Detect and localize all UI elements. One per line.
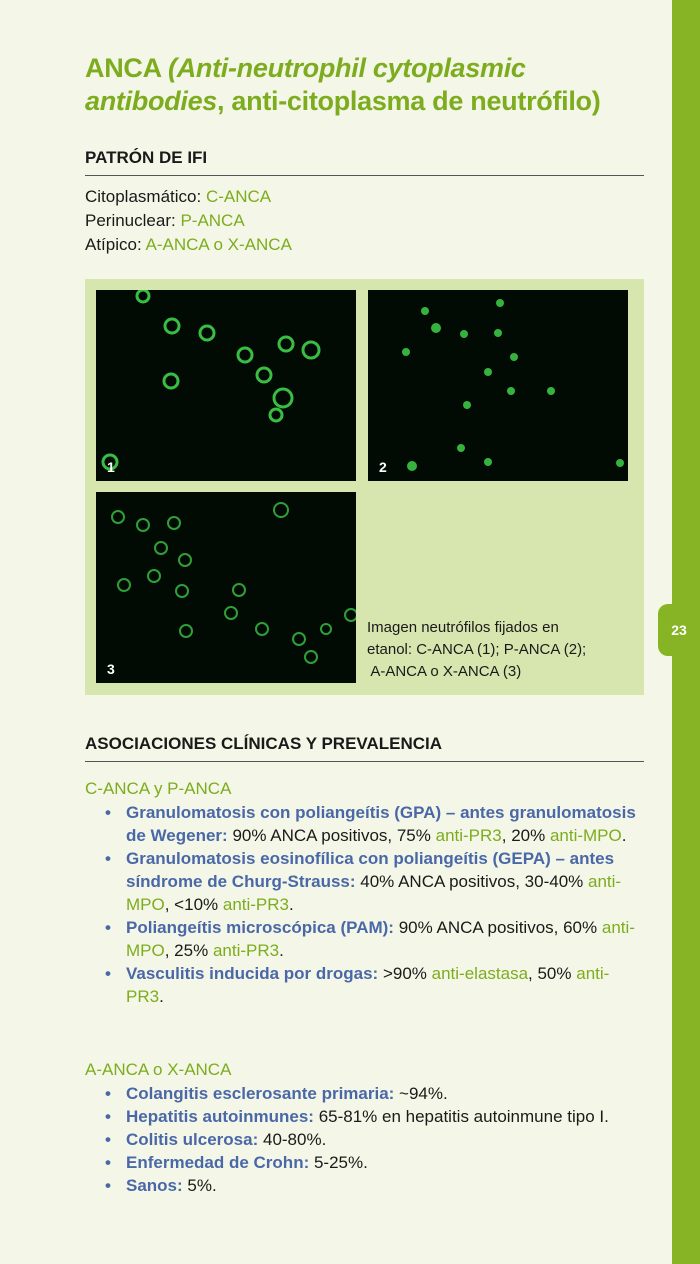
list-item: • Colitis ulcerosa: 40-80%. [105,1130,327,1149]
list-item: • Granulomatosis eosinofílica con poliangeítis (GEPA) – antes síndrome de Churg-Strauss: 40% ANCA positivos, 30-40% anti-MPO, <10% anti-PR3. [105,849,622,914]
bullet-icon: • [105,803,111,822]
bullet-list-c-p-anca [105,801,645,1008]
title-italic: (Anti-neutrophil cytoplasmic antibodies [85,53,526,116]
panel-number: 3 [107,661,115,677]
pattern-item: Perinuclear: P-ANCA [85,211,245,230]
bullet-icon: • [105,1153,111,1172]
list-item: • Enfermedad de Crohn: 5-25%. [105,1153,368,1172]
pattern-item: Citoplasmático: C-ANCA [85,187,272,206]
section-heading-asociaciones: ASOCIACIONES CLÍNICAS Y PREVALENCIA [85,734,644,762]
section-heading-ifi: PATRÓN DE IFI [85,148,644,176]
micrograph-p-anca [368,290,628,481]
title-rest: , anti-citoplasma de neutrófilo) [217,86,601,116]
pattern-item: Atípico: A-ANCA o X-ANCA [85,235,292,254]
page-number-tab [658,604,700,656]
bullet-icon: • [105,1176,111,1195]
panel-number: 1 [107,459,115,475]
panel-number: 2 [379,459,387,475]
a-anca-cells [96,492,356,683]
c-anca-cells [96,290,356,481]
bullet-icon: • [105,964,111,983]
micrograph-a-anca [96,492,356,683]
page-title [85,52,645,118]
list-item: • Colangitis esclerosante primaria: ~94%. [105,1084,448,1103]
list-item: • Vasculitis inducida por drogas: >90% anti-elastasa, 50% anti-PR3. [105,964,610,1006]
bullet-icon: • [105,918,111,937]
list-item: • Poliangeítis microscópica (PAM): 90% ANCA positivos, 60% anti-MPO, 25% anti-PR3. [105,918,635,960]
pattern-list [85,185,292,257]
bullet-icon: • [105,1107,111,1126]
figure-caption: Imagen neutrófilos fijados en etanol: C-ANCA (1); P-ANCA (2); A-ANCA o X-ANCA (3) [367,619,587,680]
p-anca-cells [368,290,628,481]
micrograph-c-anca [96,290,356,481]
bullet-list-a-x-anca [105,1082,645,1197]
list-item: • Sanos: 5%. [105,1176,217,1195]
list-item: • Hepatitis autoinmunes: 65-81% en hepatitis autoinmune tipo I. [105,1107,609,1126]
list-item: • Granulomatosis con poliangeítis (GPA) – antes granulomatosis de Wegener: 90% ANCA positivos, 75% anti-PR3, 20% anti-MPO. [105,803,636,845]
bullet-icon: • [105,1084,111,1103]
group-title: C-ANCA y P-ANCA [85,779,232,798]
bullet-icon: • [105,849,111,868]
group-title: A-ANCA o X-ANCA [85,1060,232,1079]
title-anca: ANCA [85,53,168,83]
bullet-icon: • [105,1130,111,1149]
figure-panel [85,279,644,695]
page-number: 23 [671,622,687,638]
